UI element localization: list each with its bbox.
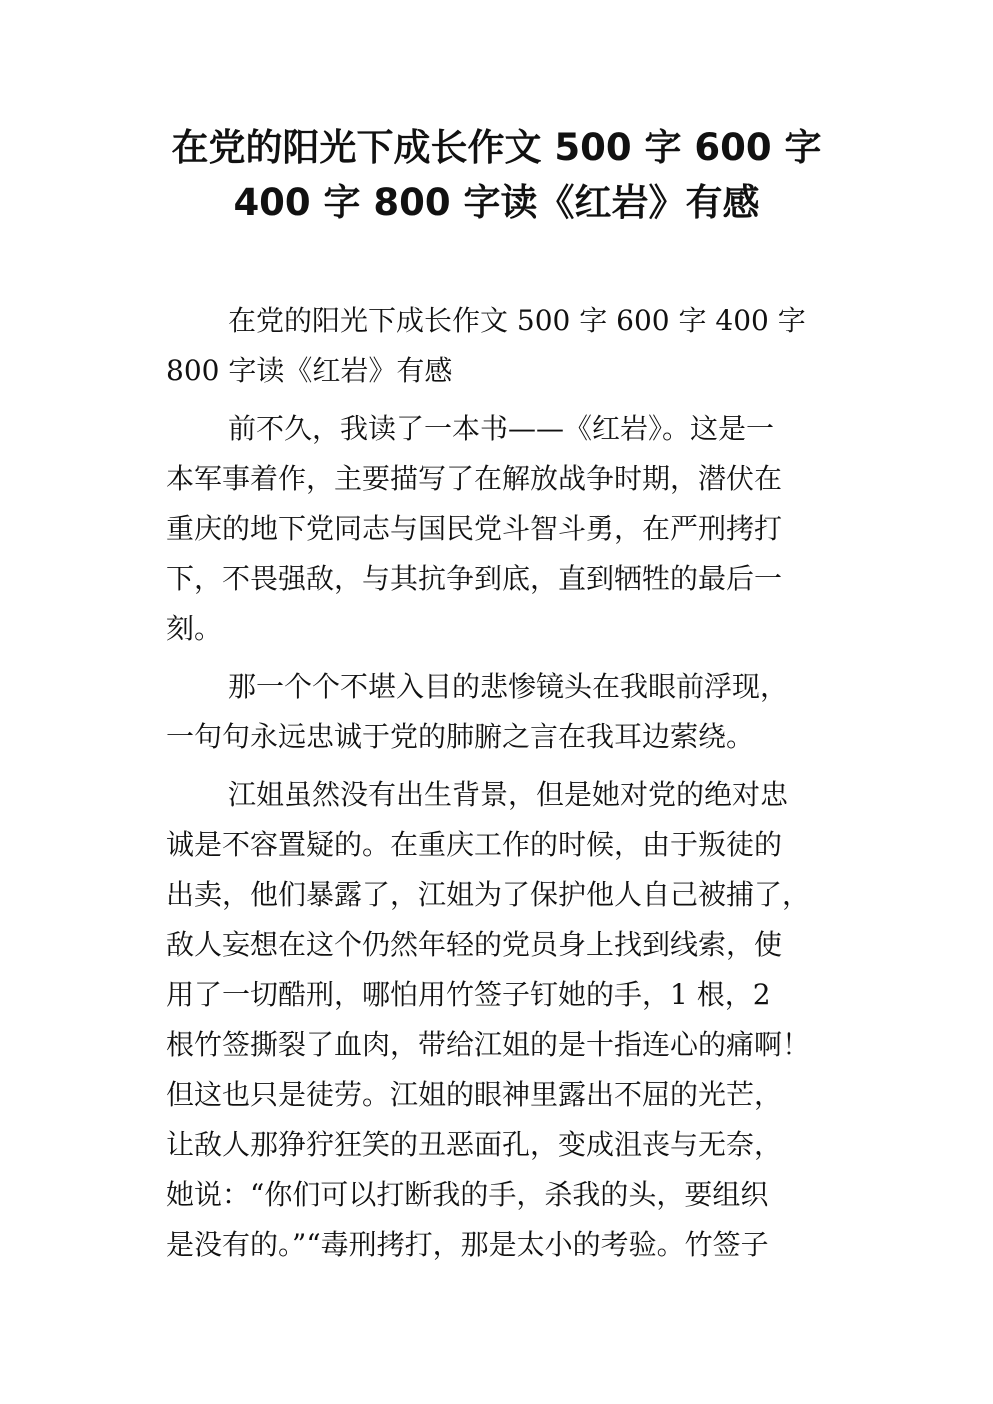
paragraph-scenes	[166, 662, 846, 762]
title-line-2: 400 字 800 字读《红岩》有感	[233, 181, 760, 224]
paragraph-subtitle	[166, 296, 846, 396]
paragraph-line: 前不久，我读了一本书——《红岩》。这是一	[228, 412, 775, 445]
paragraph-line: 她说：“你们可以打断我的手，杀我的头，要组织	[166, 1178, 769, 1211]
paragraph-line: 本军事着作，主要描写了在解放战争时期，潜伏在	[166, 462, 783, 495]
paragraph-jiangjie	[166, 770, 846, 1270]
document-body	[166, 296, 846, 1270]
paragraph-line: 一句句永远忠诚于党的肺腑之言在我耳边萦绕。	[166, 720, 755, 753]
paragraph-line: 重庆的地下党同志与国民党斗智斗勇，在严刑拷打	[166, 512, 783, 545]
paragraph-intro	[166, 404, 846, 654]
paragraph-line: 江姐虽然没有出生背景，但是她对党的绝对忠	[228, 778, 789, 811]
paragraph-line: 敌人妄想在这个仍然年轻的党员身上找到线索，使	[166, 928, 783, 961]
paragraph-line: 在党的阳光下成长作文 500 字 600 字 400 字	[228, 304, 806, 337]
paragraph-line: 出卖，他们暴露了，江姐为了保护他人自己被捕了，	[166, 878, 811, 911]
title-line-1: 在党的阳光下成长作文 500 字 600 字	[171, 126, 822, 169]
paragraph-line: 下，不畏强敌，与其抗争到底，直到牺牲的最后一	[166, 562, 783, 595]
paragraph-line: 那一个个不堪入目的悲惨镜头在我眼前浮现，	[228, 670, 789, 703]
paragraph-line: 根竹签撕裂了血肉，带给江姐的是十指连心的痛啊！	[166, 1028, 811, 1061]
paragraph-line: 让敌人那狰狞狂笑的丑恶面孔，变成沮丧与无奈，	[166, 1128, 783, 1161]
paragraph-line: 是没有的。”“毒刑拷打，那是太小的考验。竹签子	[166, 1228, 769, 1261]
paragraph-line: 800 字读《红岩》有感	[166, 354, 453, 387]
paragraph-line: 诚是不容置疑的。在重庆工作的时候，由于叛徒的	[166, 828, 783, 861]
document-title	[140, 120, 853, 230]
paragraph-line: 用了一切酷刑，哪怕用竹签子钉她的手，1 根，2	[166, 978, 771, 1011]
paragraph-line: 但这也只是徒劳。江姐的眼神里露出不屈的光芒，	[166, 1078, 783, 1111]
paragraph-line: 刻。	[166, 612, 223, 645]
